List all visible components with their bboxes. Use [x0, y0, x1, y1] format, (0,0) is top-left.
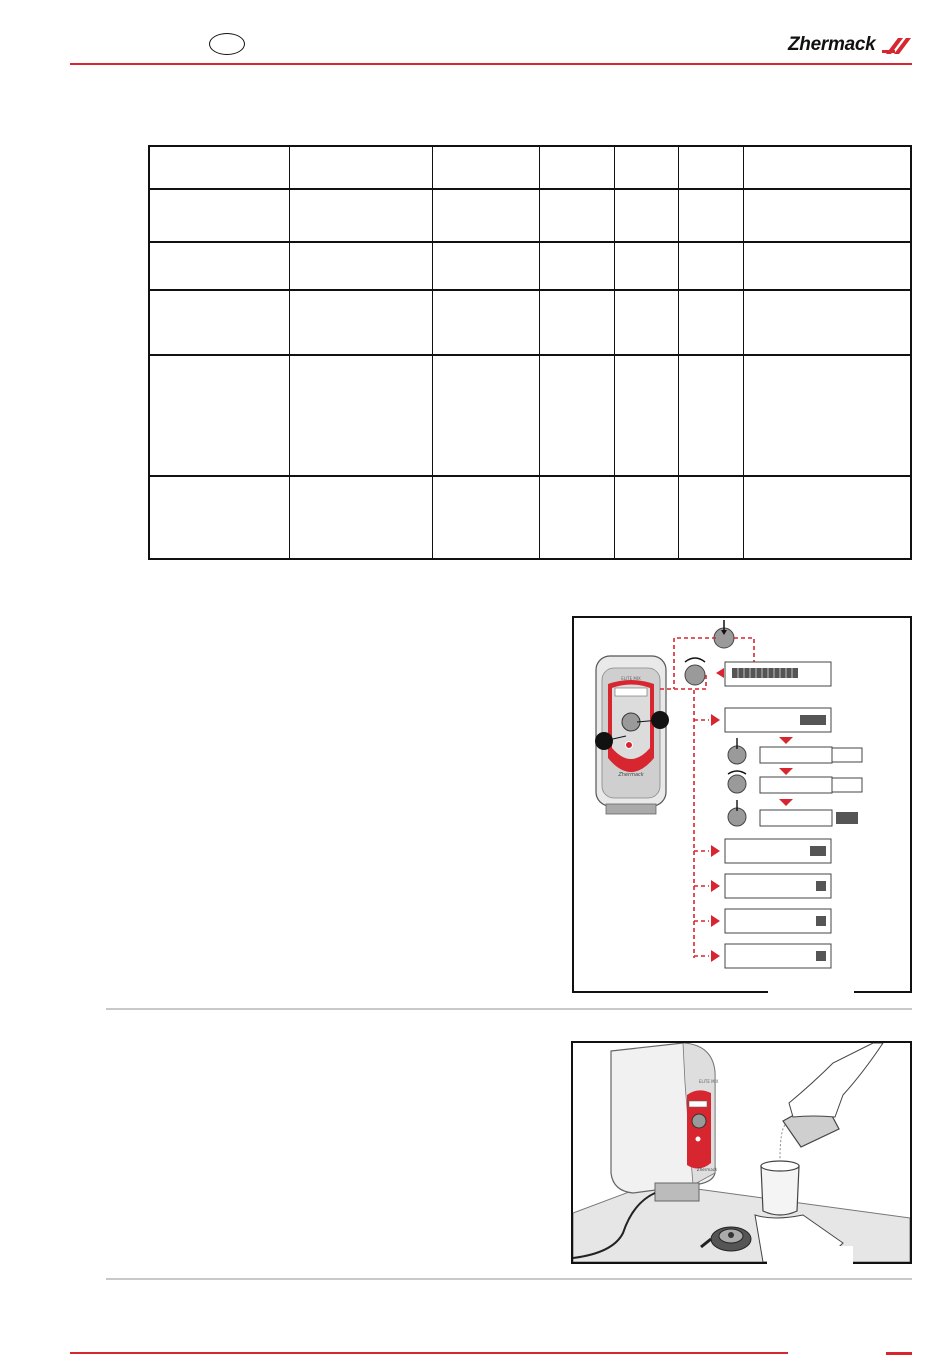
table-row [149, 355, 911, 476]
header-rule [70, 63, 912, 65]
table-row [149, 189, 911, 242]
device-front [595, 656, 669, 814]
table-row [149, 476, 911, 559]
table-row [149, 290, 911, 355]
spec-table [148, 145, 912, 560]
table-row [149, 146, 911, 189]
brand-mark-icon [882, 37, 912, 55]
table-row [149, 242, 911, 290]
display-sequence-diagram [574, 618, 910, 991]
svg-text:Zhermack: Zhermack [618, 772, 644, 778]
zhermack-logo [788, 34, 914, 58]
filling-cup-illustration [573, 1043, 910, 1262]
figure-label-tab [768, 989, 854, 995]
section-divider [106, 1008, 912, 1010]
footer-rule [70, 1352, 788, 1354]
figure-display-sequence [572, 616, 912, 993]
figure-filling-cup [571, 1041, 912, 1264]
language-badge [209, 33, 245, 55]
brand-name: Zhermack [788, 34, 876, 55]
footer-page-mark [886, 1352, 912, 1355]
svg-text:Zhermack: Zhermack [697, 1167, 718, 1172]
svg-text:ELITE MIX: ELITE MIX [699, 1079, 719, 1084]
section-divider [106, 1278, 912, 1280]
svg-text:ELITE MIX: ELITE MIX [621, 676, 641, 681]
figure-label-tab [767, 1246, 853, 1266]
